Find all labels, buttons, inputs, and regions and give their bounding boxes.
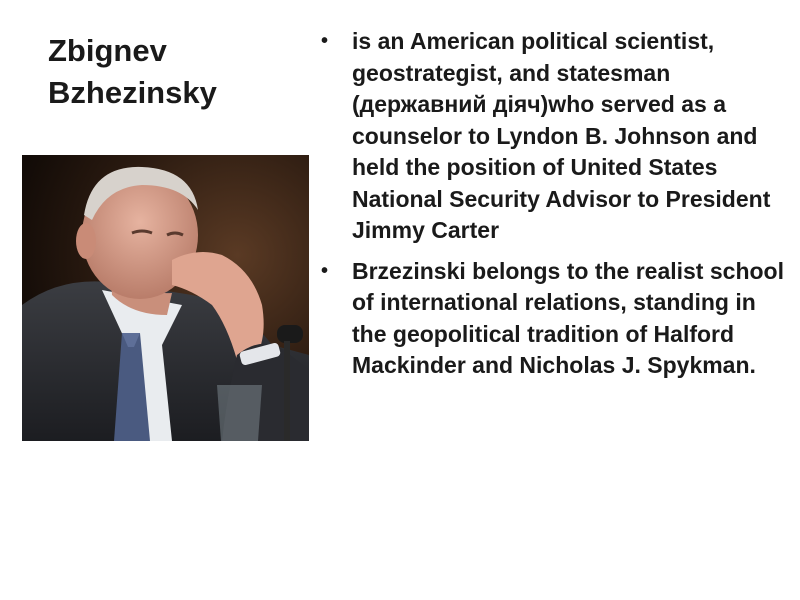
- portrait-illustration: [22, 155, 309, 441]
- bullet-dot-icon: •: [321, 259, 329, 282]
- portrait-photo: [22, 155, 309, 441]
- bullet-dot-icon: •: [321, 30, 329, 52]
- bullet-list: [318, 26, 788, 391]
- title-line-2: Bzhezinsky: [48, 75, 217, 110]
- bullet-item: [318, 256, 788, 382]
- bullet-text: is an American political scientist, geostrategist, and statesman (державний діяч)who served as a counselor to Lyndon B. Johnson and held the position of United States National Security Advisor to President Jimmy Carter: [352, 28, 771, 243]
- title-line-1: Zbignev: [48, 33, 167, 68]
- bullet-item: [318, 26, 788, 247]
- slide-title: [48, 30, 298, 114]
- bullet-text: Brzezinski belongs to the realist school of international relations, standing in the geopolitical tradition of Halford Mackinder and Nicholas J. Spykman.: [352, 257, 784, 378]
